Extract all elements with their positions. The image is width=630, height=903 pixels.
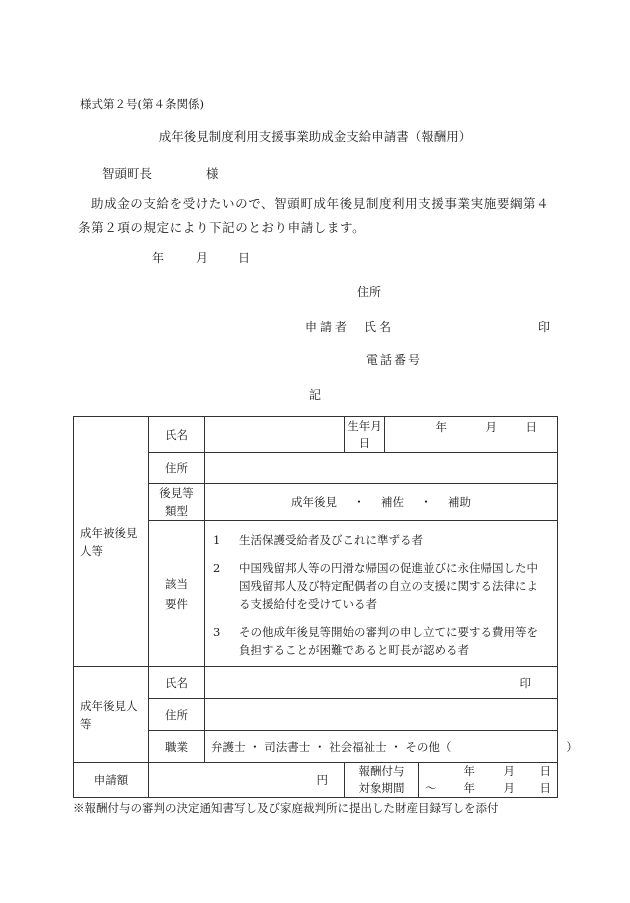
guardian-job-options[interactable]: 弁護士 ・ 司法書士 ・ 社会福祉士 ・ その他（ ） [205, 731, 558, 763]
application-table [73, 416, 578, 798]
applicant-row [305, 318, 394, 335]
guardian-address-field[interactable] [205, 699, 558, 731]
guardian-seal: 印 [519, 675, 531, 690]
applicant-phone-label: 電話番号 [366, 353, 423, 367]
ward-name-label: 氏名 [149, 417, 205, 453]
ward-birth-label: 生年月日 [345, 417, 385, 453]
ward-section-label: 成年被後見人等 [74, 417, 149, 667]
period-field[interactable]: 年 月 日 ～ 年 月 日 [419, 763, 558, 798]
ki-heading: 記 [309, 388, 322, 402]
applicant-seal: 印 [538, 320, 551, 334]
ward-name-field[interactable] [205, 417, 345, 453]
guardian-section-label: 成年後見人等 [74, 667, 149, 763]
applicant-address-label: 住所 [357, 285, 382, 299]
form-number: 様式第２号(第４条関係) [80, 97, 204, 111]
requirement-item: 1 生活保護受給者及びこれに準ずる者 [213, 532, 423, 547]
applicant-name-label: 氏名 [364, 320, 395, 334]
amount-field[interactable] [149, 763, 345, 798]
ward-address-field[interactable] [205, 453, 558, 484]
amount-unit: 円 [316, 773, 328, 787]
document-title: 成年後見制度利用支援事業助成金支給申請書（報酬用） [158, 129, 472, 144]
ward-req-label: 該当要件 [149, 521, 205, 667]
amount-label: 申請額 [74, 763, 149, 798]
ward-birth-field[interactable]: 年 月 日 [385, 417, 558, 453]
guardian-address-label: 住所 [149, 699, 205, 731]
guardian-name-field[interactable] [205, 667, 558, 699]
addressee-honorific: 様 [206, 166, 219, 181]
period-label: 報酬付与対象期間 [345, 763, 419, 798]
requirement-item: 3 その他成年後見等開始の審判の申し立てに要する費用等を負担することが困難であると町長が認める者 [213, 624, 538, 657]
addressee [102, 164, 219, 182]
ward-type-label: 後見等類型 [149, 484, 205, 521]
footnote: ※報酬付与の審判の決定通知書写し及び家庭裁判所に提出した財産目録写しを添付 [73, 801, 499, 815]
application-date[interactable]: 年 月 日 [152, 251, 251, 265]
ward-address-label: 住所 [149, 453, 205, 484]
guardian-job-label: 職業 [149, 731, 205, 763]
addressee-name: 智頭町長 [102, 166, 153, 181]
applicant-label: 申請者 [305, 320, 351, 334]
requirement-item: 2 中国残留邦人等の円滑な帰国の促進並びに永住帰国した中国残留邦人及び特定配偶者の自立の支援に関する法律による支援給付を受けている者 [213, 560, 538, 611]
ward-requirements[interactable] [205, 521, 558, 667]
guardian-name-label: 氏名 [149, 667, 205, 699]
request-statement: 助成金の支給を受けたいので、智頭町成年後見制度利用支援事業実施要綱第４条第２項の規定により下記のとおり申請します。 [78, 196, 550, 235]
ward-type-options[interactable]: 成年後見 ・ 補佐 ・ 補助 [205, 484, 558, 521]
